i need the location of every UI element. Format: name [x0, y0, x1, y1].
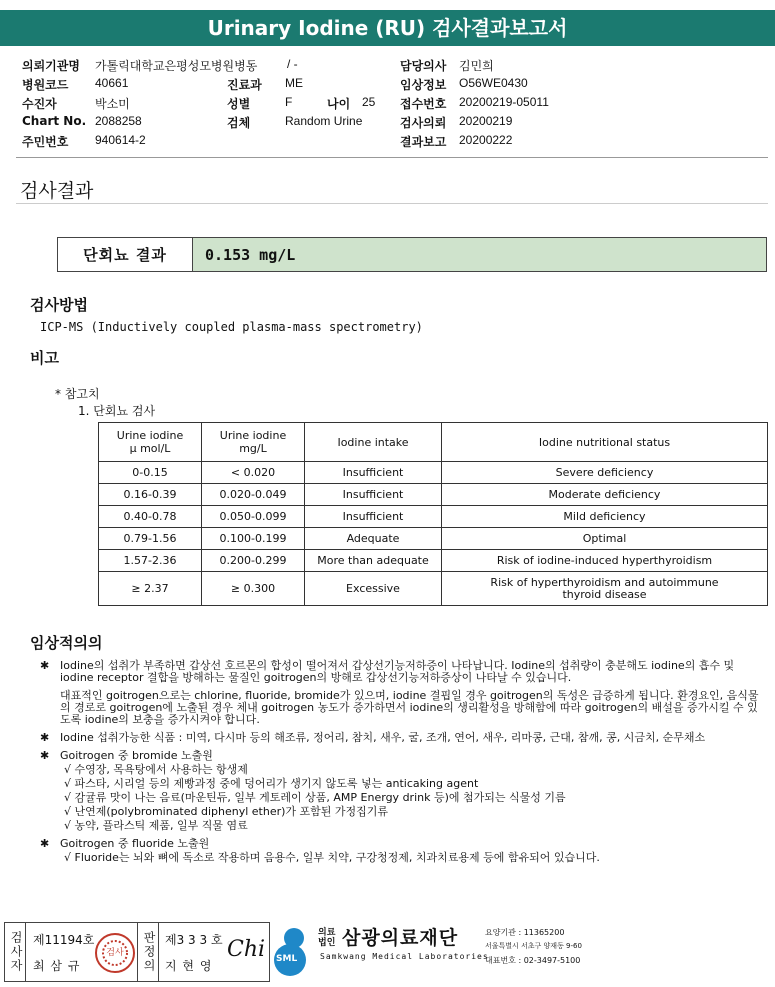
list-item — [40, 660, 762, 726]
table-cell: Mild deficiency — [442, 506, 768, 528]
table-cell: ≥ 2.37 — [99, 572, 202, 606]
receipt-label: 접수번호 — [400, 97, 447, 111]
bullet-icon: ✱ — [40, 749, 50, 762]
bromide-item: √ 수영장, 목욕탕에서 사용하는 항생제 — [64, 763, 248, 776]
bullet-icon: ✱ — [40, 659, 50, 672]
hospital-label: 의뢰기관명 — [22, 59, 80, 73]
table-cell: 0.200-0.299 — [202, 550, 305, 572]
table-cell: Risk of iodine-induced hyperthyroidism — [442, 550, 768, 572]
clinical-body — [40, 660, 762, 864]
table-row — [99, 462, 768, 484]
sex-label: 성별 — [227, 97, 251, 111]
bromide-item: √ 난연제(polybrominated diphenyl ether)가 포함된 가정집기류 — [64, 805, 389, 818]
org-type: 의료법인 — [318, 928, 336, 948]
org-name: 삼광의료재단 — [342, 927, 459, 949]
sex-value: F — [285, 95, 293, 109]
table-cell: 0.100-0.199 — [202, 528, 305, 550]
table-header: Iodine intake — [305, 423, 442, 462]
report-title: Urinary Iodine (RU) 검사결과보고서 — [0, 10, 775, 46]
doctor-value: 김민희 — [459, 59, 494, 73]
remarks-title: 비고 — [30, 349, 59, 367]
table-cell: Severe deficiency — [442, 462, 768, 484]
patient-info — [22, 57, 762, 152]
reviewer-number: 제3 3 3 호 — [165, 933, 223, 947]
request-label: 검사의뢰 — [400, 116, 447, 130]
table-cell: 0.050-0.099 — [202, 506, 305, 528]
table-header: Urine iodine μ mol/L — [99, 423, 202, 462]
fluoride-title: Goitrogen 중 fluoride 노출원 — [60, 837, 210, 850]
fluoride-item: √ Fluoride는 뇌와 뼈에 독소로 작용하며 음용수, 일부 치약, 구강청정제, 치과치료용제 등에 함유되어 있습니다. — [64, 851, 600, 864]
reviewer-signature: Chi — [227, 937, 266, 962]
reference-table — [98, 422, 768, 606]
table-cell: 0.020-0.049 — [202, 484, 305, 506]
table-row — [99, 528, 768, 550]
contact-line: 서울특별시 서초구 양재동 9-60 — [485, 942, 582, 950]
method-title: 검사방법 — [30, 296, 88, 314]
table-cell: Optimal — [442, 528, 768, 550]
bromide-item: √ 감귤류 맛이 나는 음료(마운틴듀, 일부 게토레이 상품, AMP Energy drink 등)에 첨가되는 식물성 기름 — [64, 791, 566, 804]
reference-title: * 참고치 — [55, 387, 100, 401]
method-text: ICP-MS (Inductively coupled plasma-mass spectrometry) — [40, 320, 423, 334]
table-header: Iodine nutritional status — [442, 423, 768, 462]
clinical-paragraph: Iodine의 섭취가 부족하면 갑상선 호르몬의 합성이 떨어져서 갑상선기능저하증이 나타납니다. Iodine의 섭취량이 충분해도 iodine의 흡수 및 iodine receptor 결합을 방해하는 물질인 goitrogen의 방해로 갑상선기능저하증상이 나타날 수 있습니다. — [60, 659, 735, 684]
footer — [0, 918, 775, 987]
patient-label: 수진자 — [22, 97, 57, 111]
divider — [16, 157, 768, 158]
table-row — [99, 550, 768, 572]
clinical-paragraph: Iodine 섭취가능한 식품 : 미역, 다시마 등의 해조류, 정어리, 참치, 새우, 굴, 조개, 연어, 새우, 리마콩, 근대, 참깨, 콩, 시금치, 순무채소 — [60, 731, 706, 744]
table-row — [99, 572, 768, 606]
rrn-value: 940614-2 — [95, 133, 146, 147]
code-label: 병원코드 — [22, 78, 69, 92]
seal-text: 검사 — [106, 948, 124, 958]
table-cell: Adequate — [305, 528, 442, 550]
bromide-item: √ 농약, 플라스틱 제품, 일부 직물 염료 — [64, 819, 248, 832]
dept-value: ME — [285, 76, 303, 90]
rrn-label: 주민번호 — [22, 135, 69, 149]
logo-text: SML — [276, 954, 298, 964]
clinical-title: 임상적의의 — [30, 634, 103, 652]
code-value: 40661 — [95, 76, 129, 90]
result-box — [57, 237, 767, 272]
table-cell: Moderate deficiency — [442, 484, 768, 506]
examiner-label: 검사자 — [5, 923, 26, 981]
table-cell: Insufficient — [305, 506, 442, 528]
clinical-paragraph: 대표적인 goitrogen으로는 chlorine, fluoride, bromide가 있으며, iodine 결핍일 경우 goitrogen의 독성은 급증하게 됩니다. 환경요인, 음식물의 경로로 goitrogen에 노출된 경우 체내 goitrogen 농도가 증가하면서 iodine의 생리활성을 방해함에 따라 goitrogen의 배설을 증가시킬 수 있도록 iodine의 보충을 증가시켜야 합니다. — [60, 689, 759, 726]
report-date-value: 20200222 — [459, 133, 513, 147]
bullet-icon: ✱ — [40, 731, 50, 744]
bromide-item: √ 파스타, 시리얼 등의 제빵과정 중에 덩어리가 생기지 않도록 넣는 anticaking agent — [64, 777, 479, 790]
dept-label: 진료과 — [227, 78, 262, 92]
signature-box — [4, 922, 270, 982]
reviewer-name: 지 현 영 — [165, 959, 213, 973]
table-cell: 0-0.15 — [99, 462, 202, 484]
sml-logo — [270, 924, 310, 976]
report-date-label: 결과보고 — [400, 135, 447, 149]
clinical-info-label: 임상정보 — [400, 78, 447, 92]
table-cell: Risk of hyperthyroidism and autoimmune thyroid disease — [442, 572, 768, 606]
age-label: 나이 — [327, 97, 351, 111]
specimen-label: 검체 — [227, 116, 251, 130]
list-item — [40, 838, 762, 864]
table-cell: 0.79-1.56 — [99, 528, 202, 550]
contact-line: 대표번호 : 02-3497-5100 — [485, 956, 581, 965]
age-value: 25 — [362, 95, 376, 109]
request-value: 20200219 — [459, 114, 513, 128]
list-item — [40, 750, 762, 832]
patient-value: 박소미 — [95, 97, 130, 111]
table-cell: Excessive — [305, 572, 442, 606]
ward-value: / - — [287, 57, 298, 71]
specimen-value: Random Urine — [285, 114, 363, 128]
table-row — [99, 484, 768, 506]
table-header: Urine iodine mg/L — [202, 423, 305, 462]
examiner-number: 제11194호 — [33, 933, 95, 947]
table-cell: 0.40-0.78 — [99, 506, 202, 528]
divider — [16, 203, 768, 204]
chart-label: Chart No. — [22, 114, 87, 128]
table-cell: < 0.020 — [202, 462, 305, 484]
doctor-label: 담당의사 — [400, 59, 447, 73]
table-cell: 0.16-0.39 — [99, 484, 202, 506]
bromide-title: Goitrogen 중 bromide 노출원 — [60, 749, 213, 762]
table-cell: 1.57-2.36 — [99, 550, 202, 572]
table-cell: Insufficient — [305, 462, 442, 484]
reference-subtitle: 1. 단회뇨 검사 — [78, 404, 156, 418]
org-english: Samkwang Medical Laboratories — [320, 952, 489, 961]
table-cell: Insufficient — [305, 484, 442, 506]
clinical-info-value: O56WE0430 — [459, 76, 528, 90]
bullet-icon: ✱ — [40, 837, 50, 850]
table-cell: More than adequate — [305, 550, 442, 572]
results-section-title: 검사결과 — [20, 180, 94, 202]
receipt-value: 20200219-05011 — [459, 95, 549, 109]
contact-line: 요양기관 : 11365200 — [485, 928, 565, 937]
table-cell: ≥ 0.300 — [202, 572, 305, 606]
table-row — [99, 506, 768, 528]
examiner-name: 최 삼 규 — [33, 959, 81, 973]
reviewer-label: 판정의 — [137, 923, 159, 981]
hospital-value: 가톨릭대학교은평성모병원병동 — [95, 59, 258, 73]
result-value: 0.153 mg/L — [193, 238, 766, 271]
list-item — [40, 732, 762, 744]
examiner-seal — [95, 933, 135, 973]
chart-value: 2088258 — [95, 114, 142, 128]
result-label: 단회뇨 결과 — [58, 238, 193, 271]
